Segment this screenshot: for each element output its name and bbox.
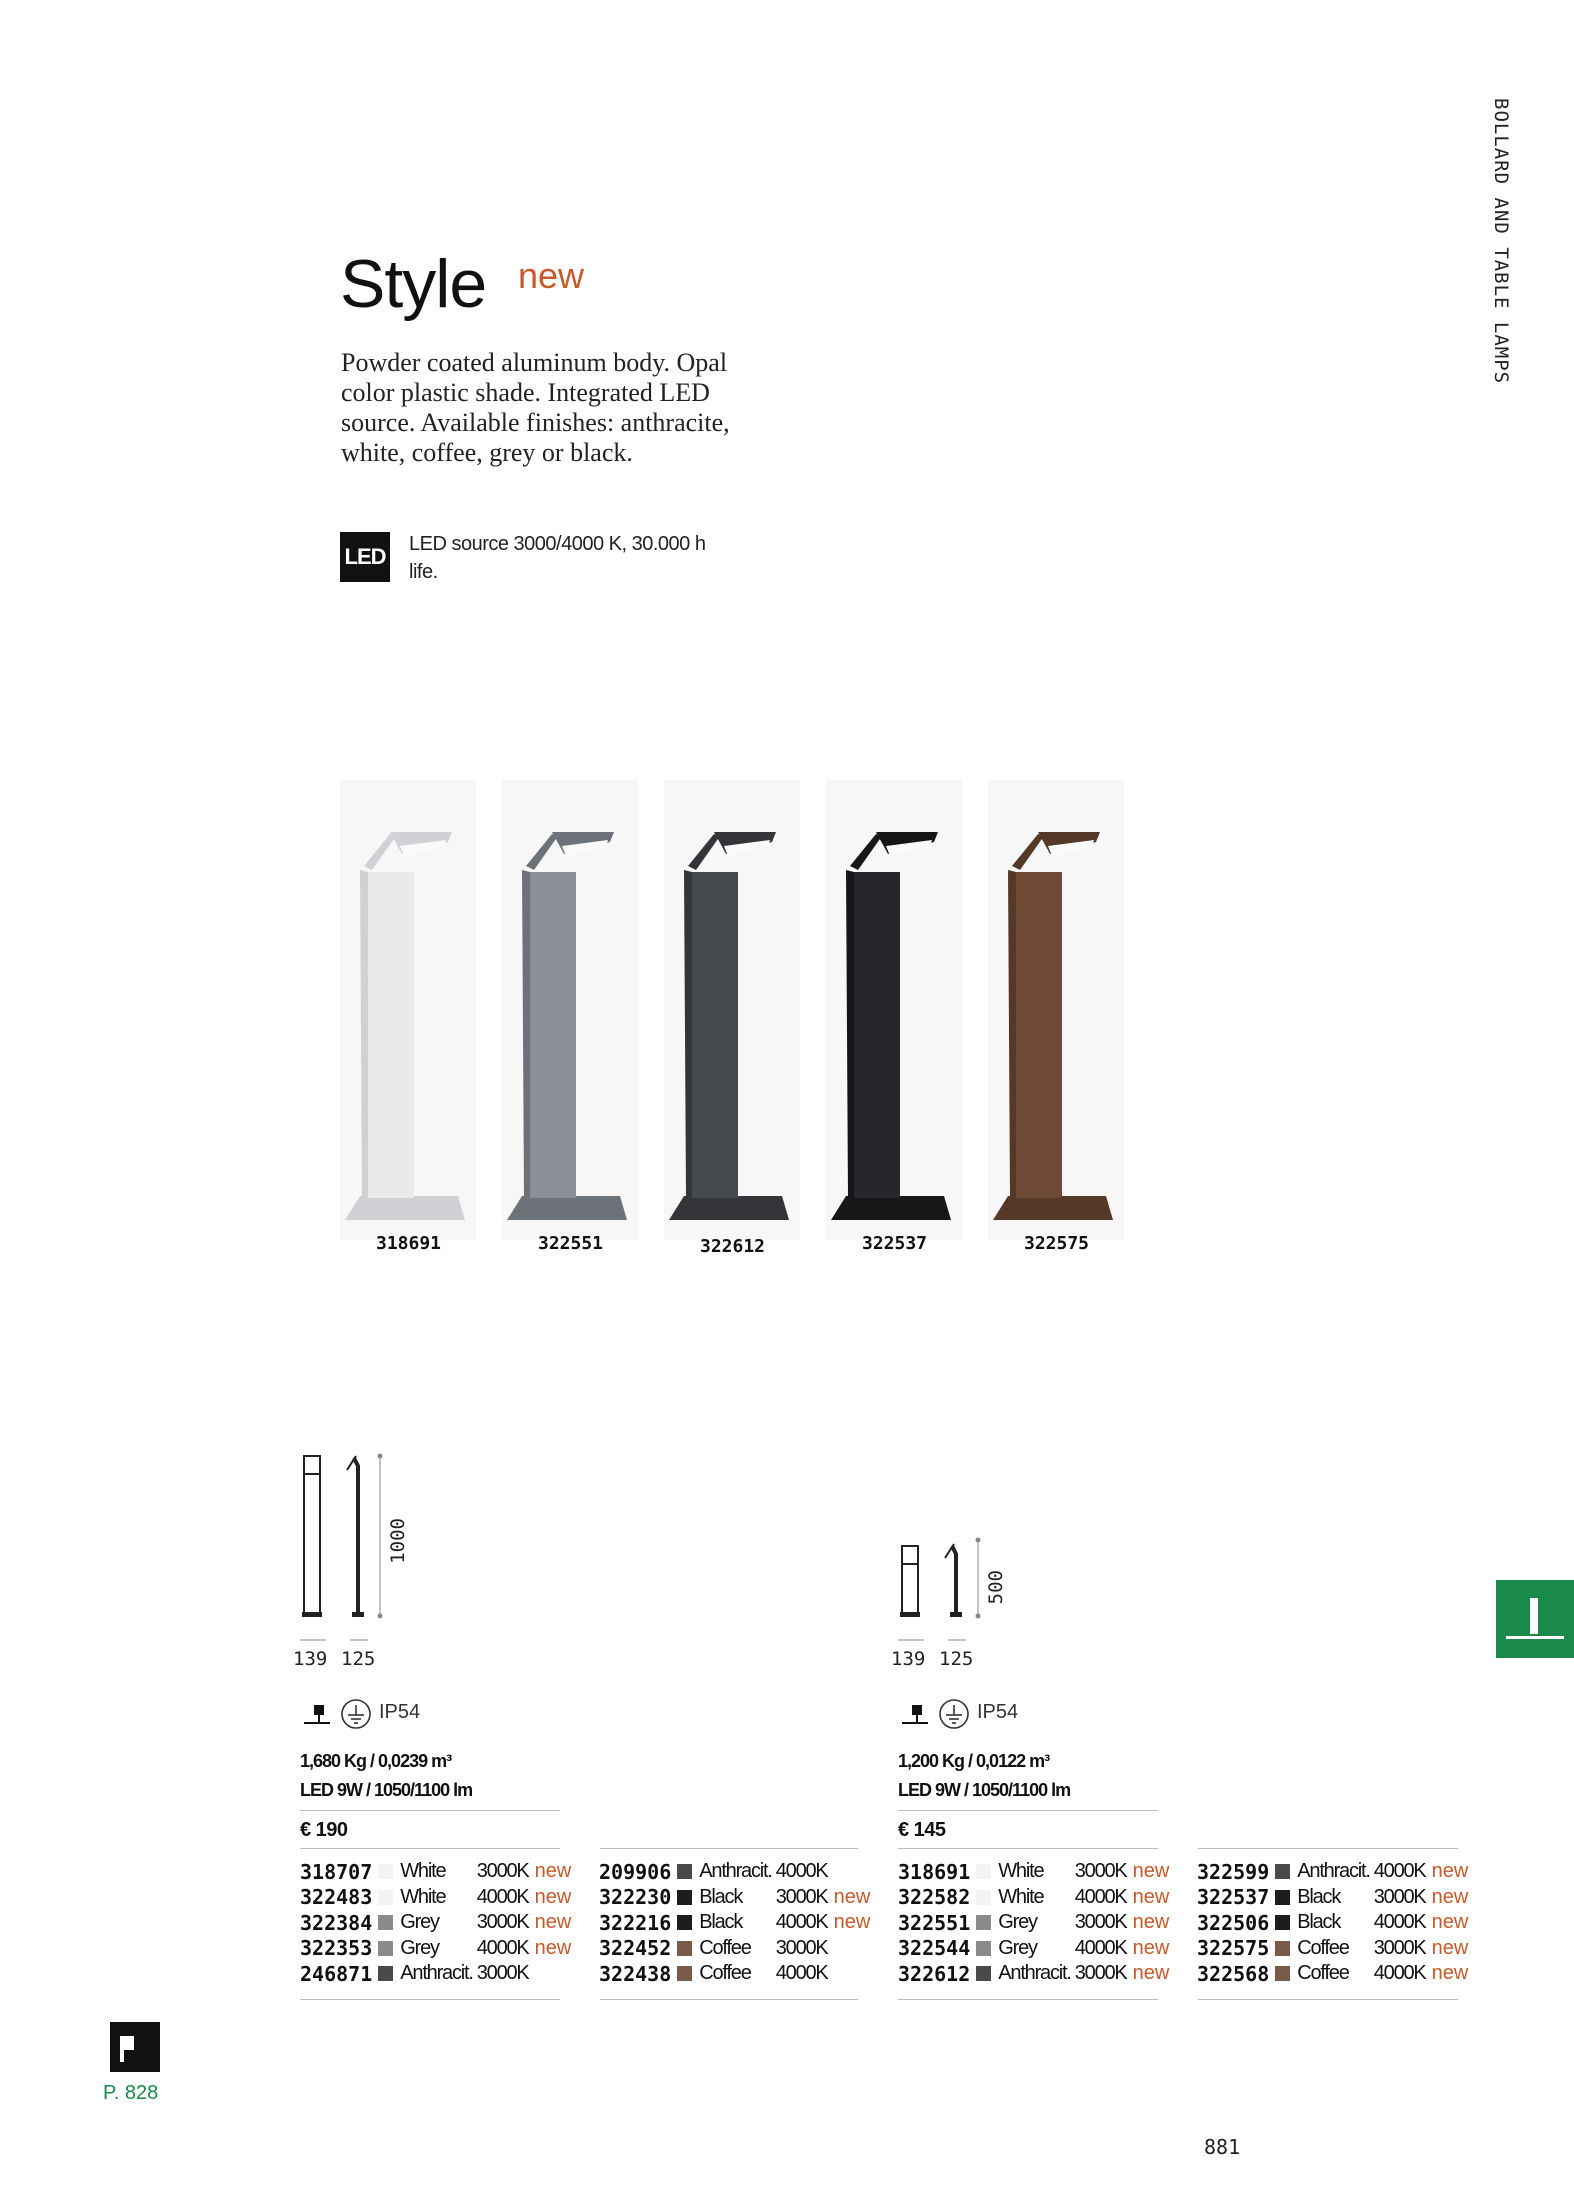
height-label: 1000 bbox=[387, 1518, 409, 1564]
finish-swatch bbox=[677, 1936, 699, 1962]
finish-name: Anthracit. bbox=[400, 1962, 473, 1985]
code-table bbox=[1197, 1859, 1468, 1987]
finish-swatch bbox=[976, 1859, 998, 1885]
lamp-photo bbox=[988, 780, 1124, 1240]
color-temperature: 3000K bbox=[476, 1962, 529, 1985]
lamp-photo bbox=[502, 780, 638, 1240]
color-temperature: 4000K bbox=[476, 1885, 529, 1908]
finish-name: Anthracit. bbox=[998, 1962, 1071, 1985]
new-tag: new bbox=[1132, 1962, 1170, 1985]
table-row bbox=[599, 1936, 870, 1962]
color-swatch-icon bbox=[1275, 1890, 1290, 1905]
finish-name: Coffee bbox=[1297, 1962, 1349, 1985]
table-row bbox=[300, 1885, 571, 1911]
finish-swatch bbox=[677, 1859, 699, 1885]
table-row bbox=[898, 1885, 1169, 1911]
finish-name: Coffee bbox=[1297, 1936, 1349, 1959]
finish-name: Anthracit. bbox=[1297, 1860, 1370, 1883]
finish-swatch bbox=[677, 1885, 699, 1911]
weight-volume: 1,200 Kg / 0,0122 m³ bbox=[898, 1751, 1050, 1771]
new-tag: new bbox=[1431, 1885, 1469, 1908]
price: € 145 bbox=[898, 1819, 946, 1841]
table-row bbox=[898, 1961, 1169, 1987]
finish-name: White bbox=[400, 1885, 446, 1908]
table-row bbox=[300, 1961, 571, 1987]
new-tag bbox=[828, 1859, 871, 1885]
ip-rating: IP54 bbox=[379, 1701, 421, 1723]
product-title: Style bbox=[340, 246, 487, 322]
table-row bbox=[1197, 1885, 1468, 1911]
product-code: 209906 bbox=[599, 1859, 672, 1884]
finish-swatch bbox=[1275, 1961, 1297, 1987]
new-tag: new bbox=[833, 1911, 871, 1934]
color-temperature: 3000K bbox=[1074, 1962, 1127, 1985]
new-tag: new bbox=[1431, 1860, 1469, 1883]
finish-swatch bbox=[976, 1885, 998, 1911]
table-row bbox=[1197, 1936, 1468, 1962]
color-temperature: 3000K bbox=[1074, 1911, 1127, 1934]
color-temperature: 3000K bbox=[476, 1911, 529, 1934]
product-code: 322230 bbox=[599, 1885, 672, 1910]
table-row bbox=[898, 1936, 1169, 1962]
code-table bbox=[300, 1859, 571, 1987]
product-photos bbox=[340, 780, 1160, 1245]
new-tag: new bbox=[534, 1936, 572, 1959]
finish-swatch bbox=[976, 1936, 998, 1962]
finish-swatch bbox=[378, 1910, 400, 1936]
color-temperature: 3000K bbox=[1373, 1885, 1426, 1908]
product-code: 322599 bbox=[1197, 1859, 1270, 1884]
color-swatch-icon bbox=[677, 1941, 692, 1956]
product-code: 322537 bbox=[1197, 1885, 1270, 1910]
new-tag bbox=[828, 1961, 871, 1987]
product-code: 318707 bbox=[300, 1859, 373, 1884]
category-label: BOLLARD AND TABLE LAMPS bbox=[1490, 98, 1512, 385]
product-code: 322452 bbox=[599, 1936, 672, 1961]
color-temperature: 4000K bbox=[1373, 1911, 1426, 1934]
color-swatch-icon bbox=[976, 1966, 991, 1981]
color-temperature: 4000K bbox=[775, 1860, 828, 1883]
finish-swatch bbox=[677, 1910, 699, 1936]
width-b-label: 125 bbox=[939, 1648, 974, 1670]
finish-swatch bbox=[976, 1961, 998, 1987]
color-swatch-icon bbox=[976, 1890, 991, 1905]
dimension-drawing-1000 bbox=[296, 1452, 446, 1657]
lamp-code-label: 322551 bbox=[538, 1233, 604, 1254]
finish-swatch bbox=[1275, 1885, 1297, 1911]
color-temperature: 3000K bbox=[775, 1936, 828, 1959]
product-code: 322384 bbox=[300, 1910, 373, 1935]
color-temperature: 4000K bbox=[476, 1936, 529, 1959]
product-code: 322575 bbox=[1197, 1936, 1270, 1961]
ip-rating: IP54 bbox=[977, 1701, 1019, 1723]
width-b-label: 125 bbox=[341, 1648, 376, 1670]
new-tag: new bbox=[534, 1860, 572, 1883]
width-a-label: 139 bbox=[293, 1648, 328, 1670]
color-temperature: 3000K bbox=[476, 1860, 529, 1883]
finish-name: Coffee bbox=[699, 1962, 751, 1985]
color-temperature: 4000K bbox=[775, 1911, 828, 1934]
color-temperature: 4000K bbox=[1373, 1962, 1426, 1985]
color-swatch-icon bbox=[378, 1915, 393, 1930]
new-tag: new bbox=[534, 1911, 572, 1934]
product-code: 322568 bbox=[1197, 1961, 1270, 1986]
color-swatch-icon bbox=[677, 1966, 692, 1981]
page-link-icon[interactable] bbox=[110, 2022, 160, 2072]
color-swatch-icon bbox=[976, 1864, 991, 1879]
table-row bbox=[898, 1859, 1169, 1885]
product-code: 322216 bbox=[599, 1910, 672, 1935]
product-description: Powder coated aluminum body. Opal color plastic shade. Integrated LED source. Available finishes: anthracite, white, coffee, grey or black. bbox=[341, 348, 730, 467]
finish-name: Grey bbox=[998, 1911, 1037, 1934]
table-row bbox=[599, 1910, 870, 1936]
finish-name: Black bbox=[699, 1911, 743, 1934]
color-temperature: 4000K bbox=[1074, 1885, 1127, 1908]
category-tab-icon[interactable] bbox=[1496, 1580, 1574, 1658]
product-code: 322506 bbox=[1197, 1910, 1270, 1935]
color-swatch-icon bbox=[976, 1915, 991, 1930]
finish-name: Grey bbox=[400, 1936, 439, 1959]
finish-name: Black bbox=[699, 1885, 743, 1908]
new-tag bbox=[828, 1936, 871, 1962]
product-code: 318691 bbox=[898, 1859, 971, 1884]
finish-swatch bbox=[677, 1961, 699, 1987]
finish-swatch bbox=[378, 1885, 400, 1911]
color-swatch-icon bbox=[1275, 1864, 1290, 1879]
new-tag: new bbox=[534, 1885, 572, 1908]
table-row bbox=[599, 1961, 870, 1987]
power-output: LED 9W / 1050/1100 lm bbox=[300, 1780, 473, 1800]
finish-name: Grey bbox=[400, 1911, 439, 1934]
page-reference[interactable]: P. 828 bbox=[103, 2082, 159, 2104]
new-tag: new bbox=[1132, 1860, 1170, 1883]
lamp-photo bbox=[340, 780, 476, 1240]
mounting-icons bbox=[300, 1697, 380, 1736]
color-swatch-icon bbox=[677, 1890, 692, 1905]
lamp-code-label: 318691 bbox=[376, 1233, 442, 1254]
new-tag: new bbox=[1132, 1885, 1170, 1908]
lamp-photo bbox=[664, 780, 800, 1240]
product-code: 322353 bbox=[300, 1936, 373, 1961]
new-tag bbox=[529, 1961, 572, 1987]
new-tag: new bbox=[1431, 1936, 1469, 1959]
table-row bbox=[300, 1910, 571, 1936]
table-row bbox=[1197, 1910, 1468, 1936]
finish-swatch bbox=[1275, 1936, 1297, 1962]
product-code: 322438 bbox=[599, 1961, 672, 1986]
color-temperature: 4000K bbox=[1373, 1860, 1426, 1883]
led-source-info: LED source 3000/4000 K, 30.000 h life. bbox=[409, 533, 706, 583]
finish-swatch bbox=[378, 1961, 400, 1987]
color-temperature: 3000K bbox=[1373, 1936, 1426, 1959]
table-row bbox=[898, 1910, 1169, 1936]
color-swatch-icon bbox=[378, 1941, 393, 1956]
new-tag: new bbox=[1431, 1962, 1469, 1985]
color-temperature: 3000K bbox=[775, 1885, 828, 1908]
lamp-photo bbox=[826, 780, 962, 1240]
finish-swatch bbox=[976, 1910, 998, 1936]
price: € 190 bbox=[300, 1819, 348, 1841]
new-tag: new bbox=[833, 1885, 871, 1908]
new-badge: new bbox=[518, 255, 585, 296]
table-row bbox=[300, 1936, 571, 1962]
new-tag: new bbox=[1132, 1936, 1170, 1959]
finish-name: Coffee bbox=[699, 1936, 751, 1959]
finish-name: Anthracit. bbox=[699, 1860, 772, 1883]
table-row bbox=[599, 1859, 870, 1885]
led-icon: LED bbox=[340, 532, 390, 582]
color-swatch-icon bbox=[976, 1941, 991, 1956]
color-temperature: 3000K bbox=[1074, 1860, 1127, 1883]
color-swatch-icon bbox=[378, 1966, 393, 1981]
finish-swatch bbox=[378, 1936, 400, 1962]
finish-name: White bbox=[998, 1860, 1044, 1883]
lamp-code-label: 322575 bbox=[1024, 1233, 1090, 1254]
power-output: LED 9W / 1050/1100 lm bbox=[898, 1780, 1071, 1800]
table-row bbox=[1197, 1961, 1468, 1987]
product-code: 246871 bbox=[300, 1961, 373, 1986]
new-tag: new bbox=[1132, 1911, 1170, 1934]
product-code: 322551 bbox=[898, 1910, 971, 1935]
finish-name: Black bbox=[1297, 1911, 1341, 1934]
color-swatch-icon bbox=[677, 1864, 692, 1879]
lamp-code-label: 322612 bbox=[700, 1236, 766, 1257]
finish-swatch bbox=[1275, 1859, 1297, 1885]
table-row bbox=[1197, 1859, 1468, 1885]
width-a-label: 139 bbox=[891, 1648, 926, 1670]
product-code: 322483 bbox=[300, 1885, 373, 1910]
finish-swatch bbox=[378, 1859, 400, 1885]
mounting-icons bbox=[898, 1697, 978, 1736]
code-table bbox=[599, 1859, 870, 1987]
finish-name: White bbox=[400, 1860, 446, 1883]
lamp-code-label: 322537 bbox=[862, 1233, 928, 1254]
color-swatch-icon bbox=[1275, 1966, 1290, 1981]
finish-swatch bbox=[1275, 1910, 1297, 1936]
color-swatch-icon bbox=[378, 1864, 393, 1879]
new-tag: new bbox=[1431, 1911, 1469, 1934]
color-temperature: 4000K bbox=[1074, 1936, 1127, 1959]
product-code: 322544 bbox=[898, 1936, 971, 1961]
color-swatch-icon bbox=[1275, 1941, 1290, 1956]
color-temperature: 4000K bbox=[775, 1962, 828, 1985]
color-swatch-icon bbox=[1275, 1915, 1290, 1930]
table-row bbox=[599, 1885, 870, 1911]
code-table bbox=[898, 1859, 1169, 1987]
finish-name: White bbox=[998, 1885, 1044, 1908]
page-number: 881 bbox=[1204, 2135, 1241, 2159]
product-code: 322582 bbox=[898, 1885, 971, 1910]
finish-name: Black bbox=[1297, 1885, 1341, 1908]
color-swatch-icon bbox=[378, 1890, 393, 1905]
product-code: 322612 bbox=[898, 1961, 971, 1986]
table-row bbox=[300, 1859, 571, 1885]
finish-name: Grey bbox=[998, 1936, 1037, 1959]
color-swatch-icon bbox=[677, 1915, 692, 1930]
height-label: 500 bbox=[985, 1570, 1007, 1605]
weight-volume: 1,680 Kg / 0,0239 m³ bbox=[300, 1751, 452, 1771]
